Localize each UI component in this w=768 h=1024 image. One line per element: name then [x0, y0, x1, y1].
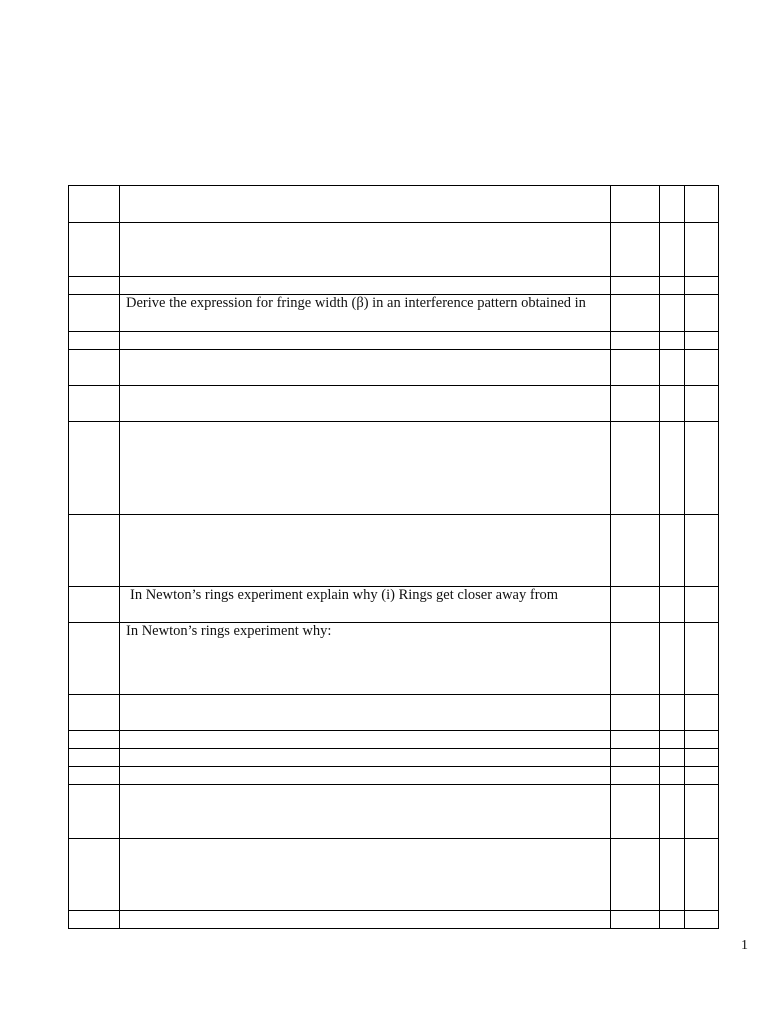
- number-cell: [69, 223, 120, 277]
- marks-cell: [611, 386, 660, 422]
- question-cell: [120, 839, 611, 911]
- marks-cell: [611, 587, 660, 623]
- table-row: [69, 785, 719, 839]
- table-row: [69, 695, 719, 731]
- question-cell: [120, 695, 611, 731]
- level-cell: [685, 839, 719, 911]
- co-cell: [660, 515, 685, 587]
- co-cell: [660, 350, 685, 386]
- marks-cell: [611, 223, 660, 277]
- question-cell: [120, 785, 611, 839]
- level-cell: [685, 422, 719, 515]
- marks-cell: [611, 277, 660, 295]
- table-row: [69, 731, 719, 749]
- number-cell: [69, 731, 120, 749]
- co-cell: [660, 623, 685, 695]
- number-cell: [69, 623, 120, 695]
- number-cell: [69, 186, 120, 223]
- page-number: 1: [741, 938, 748, 953]
- marks-cell: [611, 350, 660, 386]
- marks-cell: [611, 422, 660, 515]
- level-cell: [685, 332, 719, 350]
- co-cell: [660, 731, 685, 749]
- question-cell: [120, 386, 611, 422]
- co-cell: [660, 422, 685, 515]
- question-cell: [120, 731, 611, 749]
- question-cell: [120, 515, 611, 587]
- number-cell: [69, 295, 120, 332]
- number-cell: [69, 277, 120, 295]
- number-cell: [69, 767, 120, 785]
- number-cell: [69, 350, 120, 386]
- table-row: [69, 749, 719, 767]
- marks-cell: [611, 186, 660, 223]
- table-row: [69, 277, 719, 295]
- marks-cell: [611, 623, 660, 695]
- table-row: [69, 386, 719, 422]
- co-cell: [660, 587, 685, 623]
- question-newton-rings-closer: In Newton’s rings experiment explain why (i) Rings get closer away from: [130, 587, 559, 603]
- table-row: [69, 223, 719, 277]
- co-cell: [660, 695, 685, 731]
- level-cell: [685, 767, 719, 785]
- co-cell: [660, 386, 685, 422]
- level-cell: [685, 515, 719, 587]
- question-cell: [120, 295, 611, 332]
- level-cell: [685, 186, 719, 223]
- number-cell: [69, 911, 120, 929]
- question-cell: [120, 749, 611, 767]
- co-cell: [660, 911, 685, 929]
- table-row: [69, 839, 719, 911]
- number-cell: [69, 332, 120, 350]
- number-cell: [69, 749, 120, 767]
- marks-cell: [611, 295, 660, 332]
- table-row: [69, 186, 719, 223]
- co-cell: [660, 785, 685, 839]
- marks-cell: [611, 731, 660, 749]
- co-cell: [660, 749, 685, 767]
- number-cell: [69, 695, 120, 731]
- co-cell: [660, 186, 685, 223]
- table-row: [69, 623, 719, 695]
- table-row: [69, 295, 719, 332]
- number-cell: [69, 839, 120, 911]
- number-cell: [69, 515, 120, 587]
- question-cell: [120, 332, 611, 350]
- level-cell: [685, 731, 719, 749]
- number-cell: [69, 785, 120, 839]
- co-cell: [660, 223, 685, 277]
- co-cell: [660, 295, 685, 332]
- table-row: [69, 350, 719, 386]
- question-cell: [120, 277, 611, 295]
- question-cell: [120, 587, 611, 623]
- marks-cell: [611, 839, 660, 911]
- question-cell: [120, 223, 611, 277]
- marks-cell: [611, 749, 660, 767]
- level-cell: [685, 223, 719, 277]
- question-cell: [120, 767, 611, 785]
- marks-cell: [611, 785, 660, 839]
- table-row: [69, 332, 719, 350]
- question-cell: [120, 623, 611, 695]
- number-cell: [69, 587, 120, 623]
- co-cell: [660, 277, 685, 295]
- level-cell: [685, 587, 719, 623]
- level-cell: [685, 911, 719, 929]
- level-cell: [685, 785, 719, 839]
- table-row: [69, 422, 719, 515]
- marks-cell: [611, 515, 660, 587]
- table-row: [69, 515, 719, 587]
- level-cell: [685, 695, 719, 731]
- level-cell: [685, 350, 719, 386]
- question-cell: [120, 422, 611, 515]
- level-cell: [685, 749, 719, 767]
- co-cell: [660, 839, 685, 911]
- co-cell: [660, 767, 685, 785]
- number-cell: [69, 386, 120, 422]
- co-cell: [660, 332, 685, 350]
- marks-cell: [611, 332, 660, 350]
- level-cell: [685, 386, 719, 422]
- level-cell: [685, 277, 719, 295]
- question-newton-rings-why: In Newton’s rings experiment why:: [126, 623, 332, 639]
- question-fringe-width: Derive the expression for fringe width (β) in an interference pattern obtained in: [126, 295, 586, 311]
- level-cell: [685, 623, 719, 695]
- marks-cell: [611, 911, 660, 929]
- table-row: [69, 911, 719, 929]
- question-cell: [120, 350, 611, 386]
- number-cell: [69, 422, 120, 515]
- question-cell: [120, 911, 611, 929]
- question-table: [68, 185, 719, 929]
- marks-cell: [611, 767, 660, 785]
- table-row: [69, 587, 719, 623]
- level-cell: [685, 295, 719, 332]
- marks-cell: [611, 695, 660, 731]
- question-cell: [120, 186, 611, 223]
- table-row: [69, 767, 719, 785]
